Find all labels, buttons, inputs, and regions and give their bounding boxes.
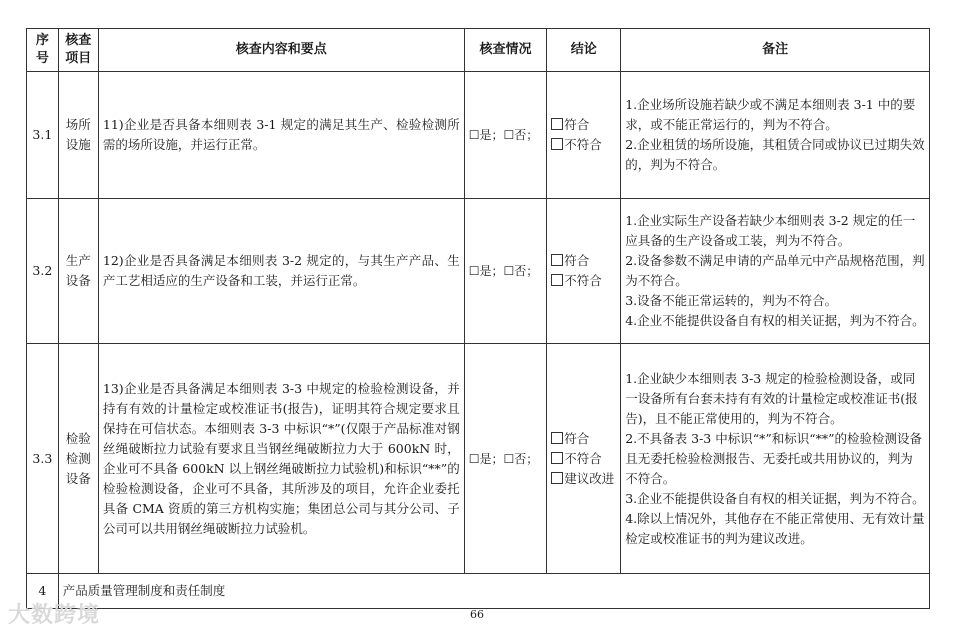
- section-row: [27, 574, 930, 609]
- conclusion-option-fail[interactable]: 不符合: [551, 449, 616, 469]
- checkbox-icon[interactable]: [551, 452, 563, 464]
- note-item: 2.不具备表 3-3 中标识“*”和标识“**”的检验检测设备且无委托检验检测报告、无委托或共用协议的，判为不符合。: [625, 430, 923, 486]
- note-item: 1.企业场所设施若缺少或不满足本细则表 3-1 中的要求，或不能正常运行的，判为不符合。: [625, 97, 916, 132]
- inspection-table: [26, 28, 930, 609]
- row-status: [464, 344, 546, 574]
- row-conclusion: [547, 72, 621, 199]
- table-header-row: [27, 29, 930, 72]
- header-item: 核查项目: [58, 29, 98, 72]
- header-notes: 备注: [621, 29, 930, 72]
- checkbox-icon[interactable]: [551, 118, 563, 130]
- row-notes: [621, 199, 930, 344]
- row-status: [464, 72, 546, 199]
- row-seq: 3.2: [27, 199, 59, 344]
- conclusion-option-fail[interactable]: 不符合: [551, 135, 616, 155]
- row-content: 13)企业是否具备满足本细则表 3-3 中规定的检验检测设备，并持有有效的计量检定或校准证书(报告)，证明其符合规定要求且保持在可信状态。本细则表 3-3 中标识“*”(仅限于产品标准对钢丝绳破断拉力试验有要求且当钢丝绳破断拉力大于 600kN 时，企业可不具备 600kN 以上钢丝绳破断拉力试验机)和标识“**”的检验检测设备，企业可不具备，其所涉及的项目，允许企业委托具备 CMA 资质的第三方机构实施；集团总公司与其分公司、子公司可以共用钢丝绳破断拉力试验机。: [98, 344, 464, 574]
- checkbox-icon[interactable]: [551, 274, 563, 286]
- status-checkboxes[interactable]: ☐是；☐否；: [468, 451, 539, 466]
- conclusion-option-improve[interactable]: 建议改进: [551, 469, 616, 489]
- row-conclusion: [547, 344, 621, 574]
- note-item: 4.企业不能提供设备自有权的相关证据，判为不符合。: [625, 313, 925, 328]
- note-item: 1.企业缺少本细则表 3-3 规定的检验检测设备，或同一设备所有台套未持有有效的计量检定或校准证书(报告)，且不能正常使用的，判为不符合。: [625, 370, 918, 426]
- page-number: 66: [470, 608, 484, 621]
- status-checkboxes[interactable]: ☐是；☐否；: [468, 128, 539, 142]
- checkbox-icon[interactable]: [551, 432, 563, 444]
- row-conclusion: [547, 199, 621, 344]
- note-item: 3.设备不能正常运转的，判为不符合。: [625, 293, 838, 308]
- section-seq: 4: [27, 574, 59, 609]
- checkbox-icon[interactable]: [551, 472, 563, 484]
- conclusion-option-pass[interactable]: 符合: [551, 251, 616, 271]
- row-content: 11)企业是否具备本细则表 3-1 规定的满足其生产、检验检测所需的场所设施，并运行正常。: [98, 72, 464, 199]
- checkbox-icon[interactable]: [551, 254, 563, 266]
- row-seq: 3.1: [27, 72, 59, 199]
- conclusion-option-fail[interactable]: 不符合: [551, 271, 616, 291]
- row-notes: [621, 344, 930, 574]
- header-status: 核查情况: [464, 29, 546, 72]
- status-checkboxes[interactable]: ☐是；☐否；: [468, 264, 539, 278]
- note-item: 1.企业实际生产设备若缺少本细则表 3-2 规定的任一应具备的生产设备或工装，判为不符合。: [625, 213, 916, 248]
- row-item: 检验检测设备: [58, 344, 98, 574]
- checkbox-icon[interactable]: [551, 138, 563, 150]
- row-item: 生产设备: [58, 199, 98, 344]
- header-conclusion: 结论: [547, 29, 621, 72]
- row-item: 场所设施: [58, 72, 98, 199]
- table-row: [27, 199, 930, 344]
- header-content: 核查内容和要点: [98, 29, 464, 72]
- note-item: 2.企业租赁的场所设施，其租赁合同或协议已过期失效的，判为不符合。: [625, 137, 925, 172]
- note-item: 2.设备参数不满足申请的产品单元中产品规格范围，判为不符合。: [625, 253, 925, 288]
- conclusion-option-pass[interactable]: 符合: [551, 429, 616, 449]
- note-item: 3.企业不能提供设备自有权的相关证据，判为不符合。: [625, 490, 925, 506]
- row-seq: 3.3: [27, 344, 59, 574]
- table-row: [27, 344, 930, 574]
- header-seq: 序号: [27, 29, 59, 72]
- watermark-logo: 大数跨境: [8, 603, 101, 628]
- note-item: 4.除以上情况外，其他存在不能正常使用、无有效计量检定或校准证书的判为建议改进。: [625, 510, 925, 546]
- row-status: [464, 199, 546, 344]
- conclusion-option-pass[interactable]: 符合: [551, 115, 616, 135]
- section-title: 产品质量管理制度和责任制度: [58, 574, 929, 609]
- row-content: 12)企业是否具备满足本细则表 3-2 规定的，与其生产产品、生产工艺相适应的生产设备和工装，并运行正常。: [98, 199, 464, 344]
- row-notes: [621, 72, 930, 199]
- table-row: [27, 72, 930, 199]
